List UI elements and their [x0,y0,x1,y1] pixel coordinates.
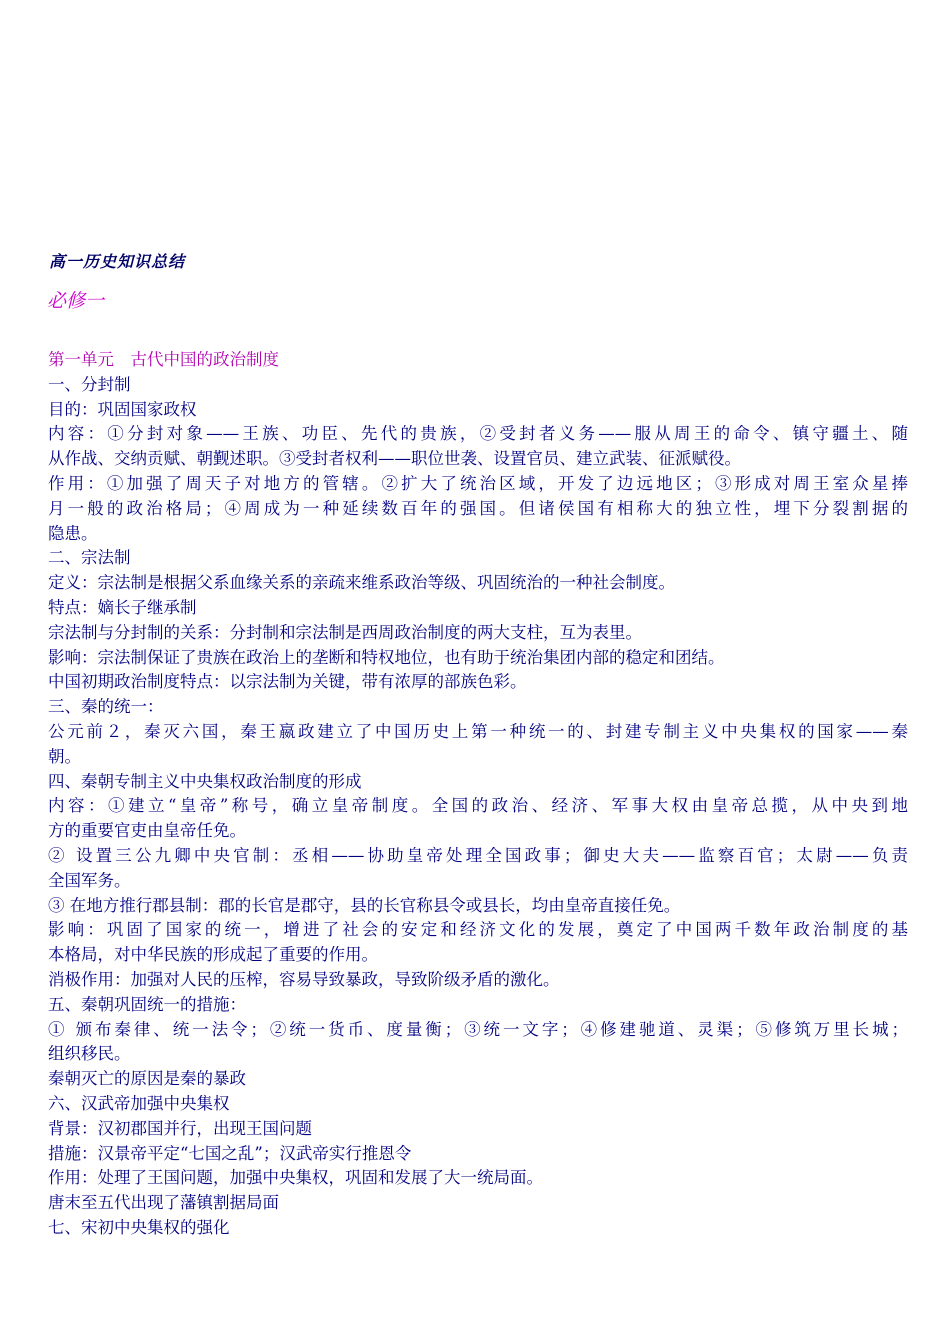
document-body [48,348,908,1241]
text-line: 五、秦朝巩固统一的措施： [48,994,246,1014]
text-line: 隐患。 [48,523,98,543]
text-line: 公元前２，秦灭六国，秦王嬴政建立了中国历史上第一种统一的、封建专制主义中央集权的国家——秦 [48,721,908,741]
text-line: 内容：①分封对象——王族、功臣、先代的贵族，②受封者义务——服从周王的命令、镇守疆土、随 [48,424,908,444]
text-line: 唐末至五代出现了藩镇割据局面 [48,1193,279,1213]
text-line: 消极作用：加强对人民的压榨，容易导致暴政，导致阶级矛盾的激化。 [48,969,560,989]
text-line: 目的：巩固国家政权 [48,399,197,419]
text-line: 月一般的政治格局；④周成为一种延续数百年的强国。但诸侯国有相称大的独立性，埋下分裂割据的 [48,498,908,518]
text-line: 宗法制与分封制的关系：分封制和宗法制是西周政治制度的两大支柱，互为表里。 [48,622,642,642]
text-line: 中国初期政治制度特点：以宗法制为关键，带有浓厚的部族色彩。 [48,672,527,692]
text-line: 影响：巩固了国家的统一，增进了社会的安定和经济文化的发展，奠定了中国两千数年政治制度的基 [48,920,908,940]
text-line: 背景：汉初郡国并行，出现王国问题 [48,1118,312,1138]
text-line: 本格局，对中华民族的形成起了重要的作用。 [48,945,378,965]
unit-heading: 第一单元 古代中国的政治制度 [48,350,279,369]
text-line: 六、汉武帝加强中央集权 [48,1093,230,1113]
text-line: 作用：处理了王国问题，加强中央集权，巩固和发展了大一统局面。 [48,1168,543,1188]
text-line: ① 颁布秦律、统一法令；②统一货币、度量衡；③统一文字；④修建驰道、灵渠；⑤修筑万里长城； [48,1019,908,1039]
text-line: 从作战、交纳贡赋、朝觐述职。③受封者权利——职位世袭、设置官员、建立武装、征派赋役。 [48,449,741,469]
text-line: ② 设置三公九卿中央官制：丞相——协助皇帝处理全国政事；御史大夫——监察百官；太尉——负责 [48,845,908,865]
text-line: 措施：汉景帝平定“七国之乱”；汉武帝实行推恩令 [48,1143,412,1163]
module-heading: 必修一 [47,290,105,312]
text-line: 一、分封制 [48,374,131,394]
document-title: 高一历史知识总结 [49,252,186,271]
text-line: 内容：①建立“皇帝”称号，确立皇帝制度。全国的政治、经济、军事大权由皇帝总揽，从中央到地 [48,796,908,816]
text-line: 三、秦的统一： [48,697,164,717]
text-line: 秦朝灭亡的原因是秦的暴政 [48,1069,246,1089]
text-line: 四、秦朝专制主义中央集权政治制度的形成 [48,771,362,791]
text-line: 特点：嫡长子继承制 [48,597,197,617]
text-line: 全国军务。 [48,870,131,890]
text-line: 方的重要官吏由皇帝任免。 [48,821,246,841]
text-line: 定义：宗法制是根据父系血缘关系的亲疏来维系政治等级、巩固统治的一种社会制度。 [48,573,675,593]
text-line: 朝。 [48,746,81,766]
text-line: 七、宋初中央集权的强化 [48,1217,230,1237]
text-line: 组织移民。 [48,1044,131,1064]
text-line: 二、宗法制 [48,548,131,568]
text-line: 影响：宗法制保证了贵族在政治上的垄断和特权地位，也有助于统治集团内部的稳定和团结。 [48,647,725,667]
text-line: 作用：①加强了周天子对地方的管辖。②扩大了统治区域，开发了边远地区；③形成对周王室众星捧 [48,473,908,493]
text-line: ③ 在地方推行郡县制：郡的长官是郡守，县的长官称县令或县长，均由皇帝直接任免。 [48,895,681,915]
